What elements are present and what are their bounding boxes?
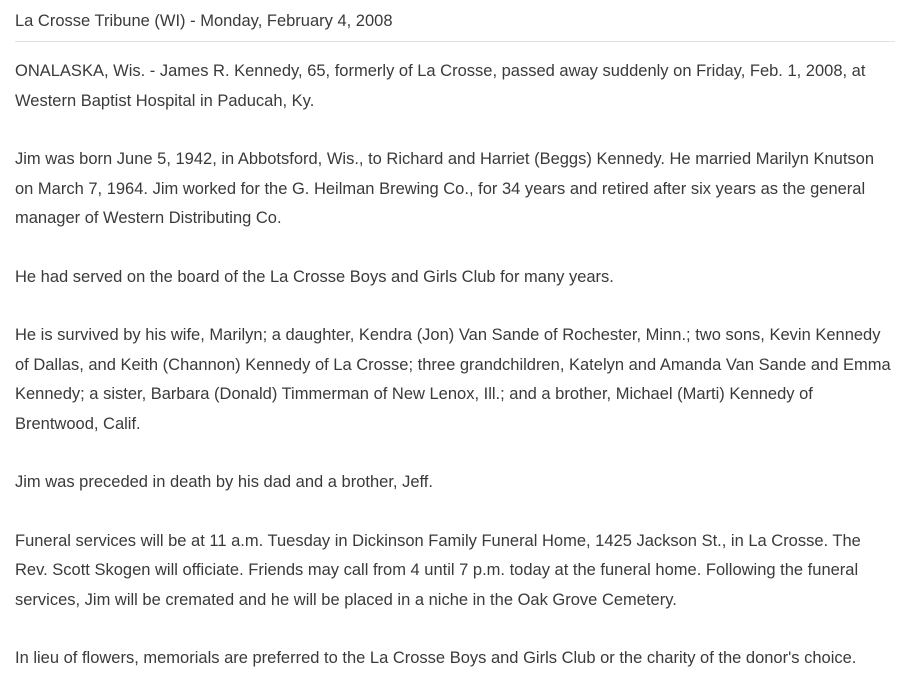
paragraph-death-notice: ONALASKA, Wis. - James R. Kennedy, 65, formerly of La Crosse, passed away suddenly on Friday, Feb. 1, 2008, at Western Baptist Hospital in Paducah, Ky. [15,62,866,110]
paragraph-service: He had served on the board of the La Crosse Boys and Girls Club for many years. [15,267,614,286]
paragraph-biography: Jim was born June 5, 1942, in Abbotsford, Wis., to Richard and Harriet (Beggs) Kennedy. He married Marilyn Knutson on March 7, 1964. Jim worked for the G. Heilman Brewing Co., for 34 years and retired after six years as the general manager of Western Distributing Co. [15,150,875,227]
paragraph-survivors: He is survived by his wife, Marilyn; a daughter, Kendra (Jon) Van Sande of Rochester, Minn.; two sons, Kevin Kennedy of Dallas, and Keith (Channon) Kennedy of La Crosse; three grandchildren, Katelyn and Amanda Van Sande and Emma Kennedy; a sister, Barbara (Donald) Timmerman of New Lenox, Ill.; and a brother, Michael (Marti) Kennedy of Brentwood, Calif. [15,326,891,433]
source-line: La Crosse Tribune (WI) - Monday, February 4, 2008 [15,12,393,30]
source-header [15,0,895,42]
paragraph-memorials: In lieu of flowers, memorials are preferred to the La Crosse Boys and Girls Club or the charity of the donor's choice. [15,649,857,667]
obituary-article [15,42,895,674]
paragraph-preceded: Jim was preceded in death by his dad and a brother, Jeff. [15,473,433,491]
paragraph-funeral: Funeral services will be at 11 a.m. Tuesday in Dickinson Family Funeral Home, 1425 Jackson St., in La Crosse. The Rev. Scott Skogen will officiate. Friends may call from 4 until 7 p.m. today at the funeral home. Following the funeral services, Jim will be cremated and he will be placed in a niche in the Oak Grove Cemetery. [15,531,861,609]
